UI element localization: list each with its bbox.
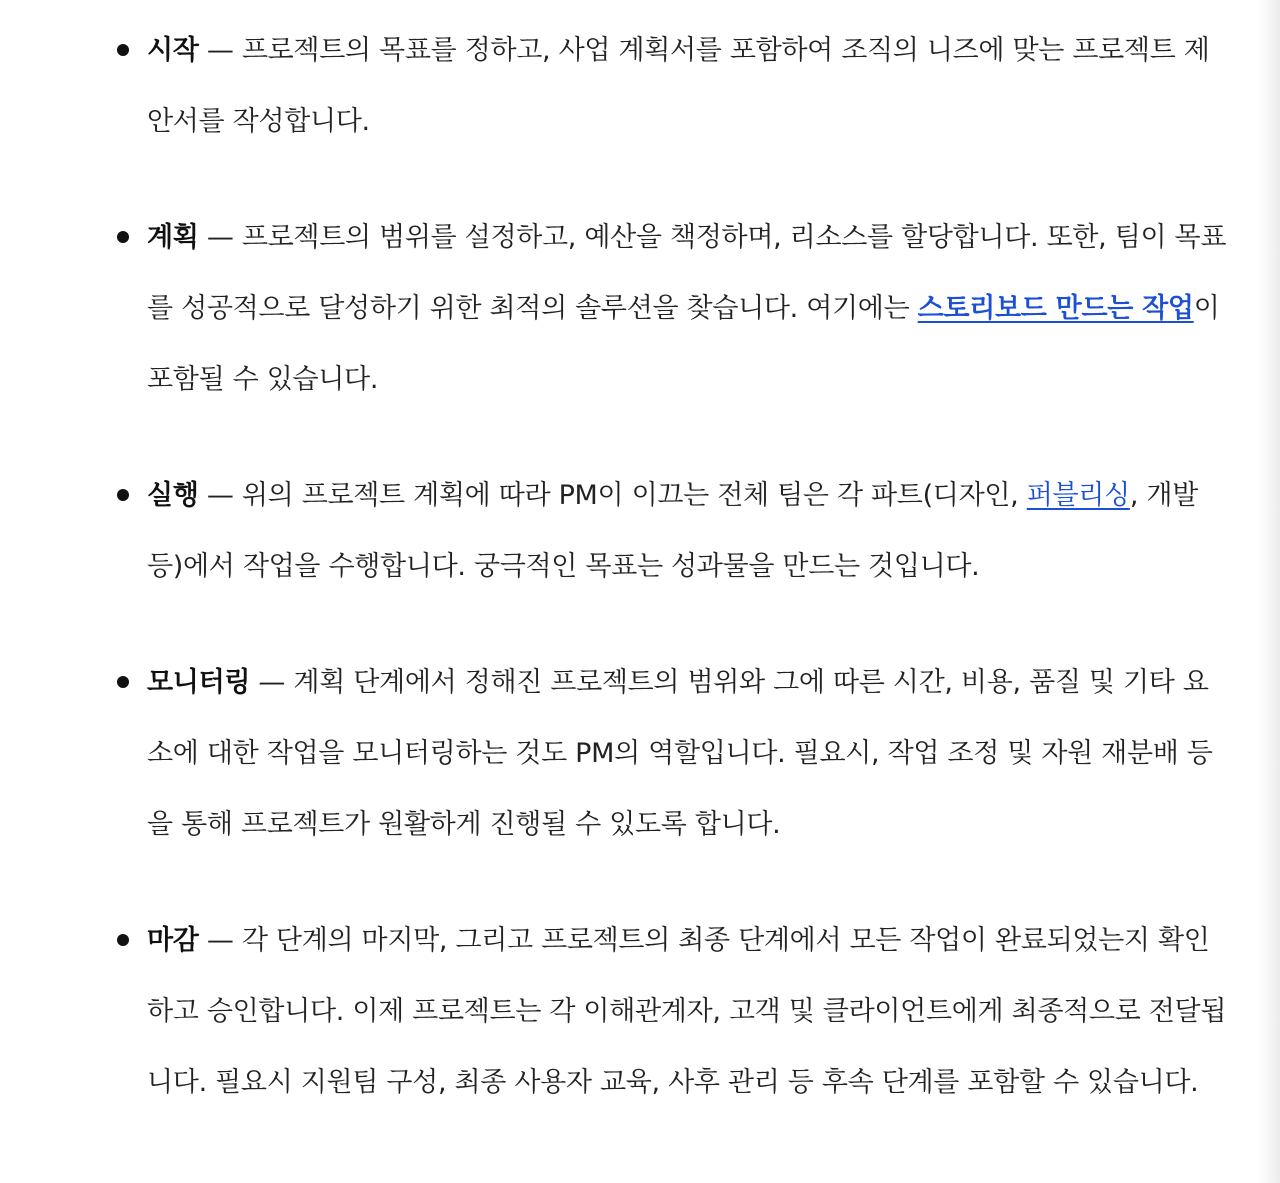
phase-term: 실행	[147, 480, 199, 511]
phase-term: 시작	[147, 35, 199, 66]
bullet-icon	[117, 676, 129, 688]
separator: —	[198, 925, 242, 956]
separator: —	[198, 480, 242, 511]
separator: —	[250, 667, 294, 698]
phase-term: 마감	[147, 925, 199, 956]
phase-description: 위의 프로젝트 계획에 따라 PM이 이끄는 전체 팀은 각 파트(디자인,	[241, 480, 1027, 511]
phase-description: 각 단계의 마지막, 그리고 프로젝트의 최종 단계에서 모든 작업이 완료되었는지 확인하고 승인합니다. 이제 프로젝트는 각 이해관계자, 고객 및 클라이언트에게 최종적으로 전달됩니다. 필요시 지원팀 구성, 최종 사용자 교육, 사후 관리 등 후속 단계를 포함할 수 있습니다.	[147, 925, 1227, 1098]
list-item-monitoring	[0, 647, 1280, 860]
separator: —	[198, 35, 242, 66]
bullet-icon	[117, 934, 129, 946]
phase-description-end: , 개발 등)에서 작업을 수행합니다. 궁극적인 목표는 성과물을 만드는 것입니다.	[147, 480, 1198, 582]
phase-description: 프로젝트의 목표를 정하고, 사업 계획서를 포함하여 조직의 니즈에 맞는 프로젝트 제안서를 작성합니다.	[147, 35, 1210, 137]
phase-description: 계획 단계에서 정해진 프로젝트의 범위와 그에 따른 시간, 비용, 품질 및 기타 요소에 대한 작업을 모니터링하는 것도 PM의 역할입니다. 필요시, 작업 조정 및 자원 재분배 등을 통해 프로젝트가 원활하게 진행될 수 있도록 합니다.	[147, 667, 1213, 840]
list-item-execute	[0, 460, 1280, 602]
bullet-icon	[117, 231, 129, 243]
storyboard-link[interactable]: 스토리보드 만드는 작업	[917, 293, 1194, 324]
list-item-plan	[0, 202, 1280, 415]
bullet-icon	[117, 489, 129, 501]
publishing-link[interactable]: 퍼블리싱	[1026, 480, 1130, 511]
project-phase-list	[0, 15, 1280, 1163]
phase-term: 모니터링	[147, 667, 251, 698]
phase-description-end: 이 포함될 수 있습니다.	[147, 293, 1220, 395]
list-item-close	[0, 905, 1280, 1118]
phase-term: 계획	[147, 222, 199, 253]
list-item-start	[0, 15, 1280, 157]
page-edge-shadow	[1258, 0, 1280, 1183]
separator: —	[198, 222, 242, 253]
phase-description: 프로젝트의 범위를 설정하고, 예산을 책정하며, 리소스를 할당합니다. 또한, 팀이 목표를 성공적으로 달성하기 위한 최적의 솔루션을 찾습니다. 여기에는	[147, 222, 1227, 324]
bullet-icon	[117, 44, 129, 56]
